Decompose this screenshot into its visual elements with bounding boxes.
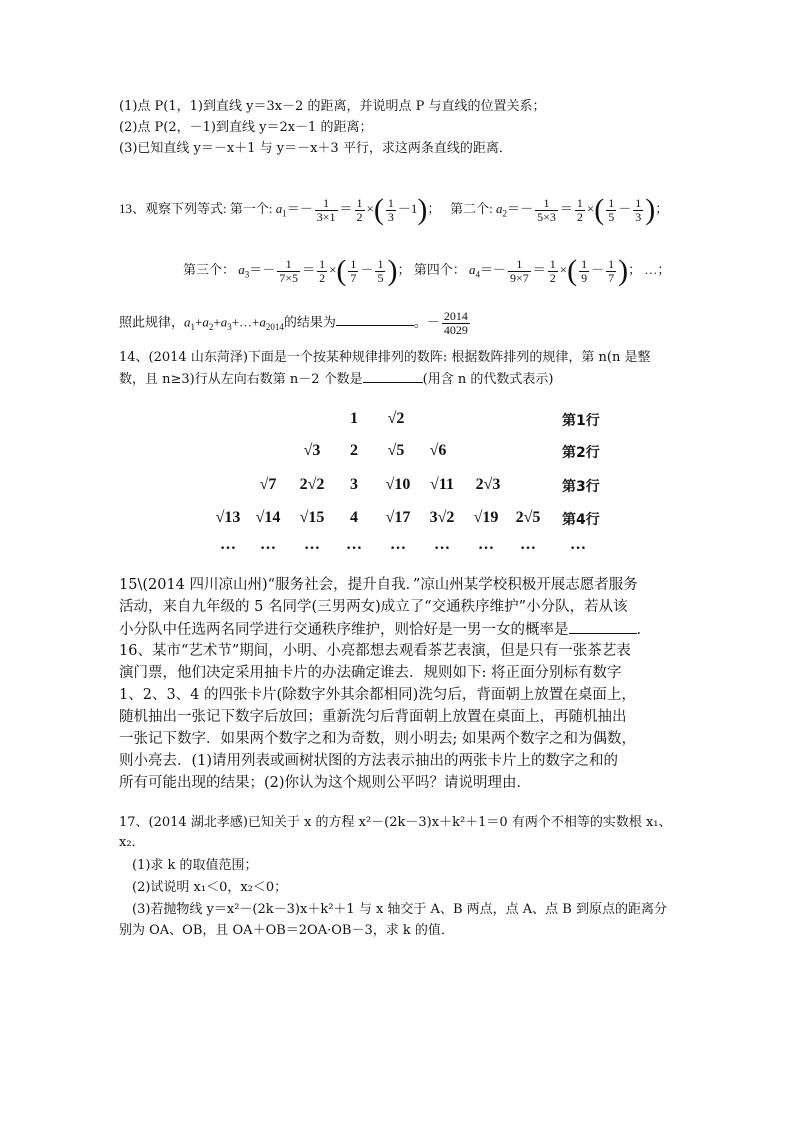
answer-blank bbox=[363, 370, 423, 383]
q16-line6: 则小亮去．(1)请用列表或画树状图的方法表示抽出的两张卡片上的数字之和的 bbox=[119, 753, 619, 769]
triangle-dots: … bbox=[434, 536, 450, 553]
q14-line1: 14、(2014 山东菏泽)下面是一个按某种规律排列的数阵: 根据数阵排列的规律，第 n(n 是整 bbox=[119, 350, 651, 365]
triangle-cell: 1 bbox=[350, 410, 358, 427]
triangle-cell: √7 bbox=[259, 476, 277, 493]
row-label: 第1行 bbox=[562, 413, 600, 429]
triangle-cell: √3 bbox=[303, 442, 321, 459]
triangle-dots: … bbox=[304, 536, 320, 553]
row-label: 第4行 bbox=[562, 512, 600, 528]
triangle-dots: … bbox=[570, 536, 586, 553]
row-label: 第3行 bbox=[562, 479, 600, 495]
q13-ellipsis: …； bbox=[644, 261, 671, 277]
triangle-dots: … bbox=[390, 536, 406, 553]
triangle-cell: 2√2 bbox=[299, 476, 325, 493]
triangle-cell: √2 bbox=[387, 410, 405, 427]
triangle-cell: √10 bbox=[385, 476, 411, 493]
triangle-cell: √14 bbox=[255, 509, 281, 526]
q17-line5: (3)若抛物线 y＝x²－(2k－3)x＋k²＋1 与 x 轴交于 A、B 两点，点 A、点 B 到原点的距离分 bbox=[132, 902, 667, 917]
q15-line1: 15\(2014 四川凉山州)“服务社会，提升自我．”凉山州某学校积极开展志愿者服务 bbox=[119, 577, 638, 593]
q16-line4: 随机抽出一张记下数字后放回；重新洗匀后背面朝上放置在桌面上，再随机抽出 bbox=[119, 709, 627, 725]
triangle-cell: √13 bbox=[215, 509, 241, 526]
q17-line6: 别为 OA、OB，且 OA＋OB＝2OA·OB－3，求 k 的值． bbox=[119, 923, 454, 938]
answer-denominator: 4029 bbox=[443, 323, 468, 337]
q16-line2: 演门票，他们决定采用抽卡片的办法确定谁去．规则如下: 将正面分别标有数字 bbox=[119, 665, 622, 681]
q12-line3: (3)已知直线 y＝－x＋1 与 y＝－x＋3 平行，求这两条直线的距离． bbox=[119, 141, 512, 156]
triangle-cell: √11 bbox=[430, 476, 454, 493]
q13-conclusion: 照此规律，$a_1+a_2+a_3+\dots+a_{2014}$的结果为 。－ $\frac{2014}{4029}$ bbox=[119, 309, 468, 337]
triangle-dots: … bbox=[346, 536, 362, 553]
triangle-dots: … bbox=[220, 536, 236, 553]
q12-line1: (1)点 P(1，1)到直线 y＝3x－2 的距离，并说明点 P 与直线的位置关系； bbox=[119, 99, 546, 114]
q17-line3: (1)求 k 的取值范围； bbox=[132, 858, 258, 873]
q17-line4: (2)试说明 x₁＜0，x₂＜0； bbox=[132, 880, 288, 895]
triangle-dots: … bbox=[260, 536, 276, 553]
q12-line2: (2)点 P(2，－1)到直线 y＝2x－1 的距离； bbox=[119, 120, 373, 135]
row-label: 第2行 bbox=[562, 445, 600, 461]
q16-line1: 16、某市“艺术节”期间，小明、小亮都想去观看茶艺表演，但是只有一张茶艺表 bbox=[119, 643, 631, 659]
triangle-cell: √17 bbox=[385, 509, 411, 526]
triangle-cell: √6 bbox=[429, 442, 447, 459]
triangle-cell: 2√5 bbox=[515, 509, 541, 526]
q15-line2: 活动，来自九年级的 5 名同学(三男两女)成立了“交通秩序维护”小分队，若从该 bbox=[119, 599, 628, 615]
triangle-dots: … bbox=[478, 536, 494, 553]
q17-line1: 17、(2014 湖北孝感)已知关于 x 的方程 x²－(2k－3)x＋k²＋1＝0 有两个不相等的实数根 x₁、 bbox=[119, 815, 672, 830]
q16-line7: 所有可能出现的结果；(2)你认为这个规则公平吗？请说明理由． bbox=[119, 775, 532, 791]
answer-blank bbox=[569, 619, 637, 634]
q17-line2: x₂． bbox=[119, 835, 145, 850]
triangle-cell: 4 bbox=[350, 509, 358, 526]
q13-second-label: 第二个: bbox=[450, 200, 493, 216]
triangle-cell: √5 bbox=[387, 442, 405, 459]
triangle-dots: … bbox=[520, 536, 536, 553]
q13-third-label: 第三个： bbox=[183, 261, 236, 277]
triangle-cell: 3√2 bbox=[429, 509, 455, 526]
answer-blank bbox=[336, 313, 414, 326]
answer-numerator: 2014 bbox=[443, 309, 468, 323]
q13-fourth-label: 第四个： bbox=[413, 261, 466, 277]
triangle-cell: 3 bbox=[350, 476, 358, 493]
q16-line3: 1、2、3、4 的四张卡片(除数字外其余都相同)洗匀后，背面朝上放置在桌面上， bbox=[119, 687, 636, 703]
q14-line2: 数，且 n≥3)行从左向右数第 n－2 个数是 (用含 n 的代数式表示) bbox=[119, 372, 554, 387]
q13-line1: 13、观察下列等式: 第一个: $a_1=-$ $\frac{1}{3\times 1}$ ＝ $\frac{1}{2}$ ×( $\frac{1}{3}$ －1)； 第二个: $a_2=-$ $\frac{1}{5\times 3}$ ＝ $\frac{1}{2}$ ×( $\frac{1}{5}$ － $\frac{1}{3}$ )； bbox=[119, 193, 669, 226]
triangle-cell: √19 bbox=[473, 509, 499, 526]
triangle-cell: 2√3 bbox=[475, 476, 501, 493]
q13-line2: 第三个： $a_3=-$ $\frac{1}{7\times 5}$ ＝ $\frac{1}{2}$ ×( $\frac{1}{7}$ － $\frac{1}{5}$ )； 第四个： $a_4=-$ $\frac{1}{9\times 7}$ ＝ $\frac{1}{2}$ ×( $\frac{1}{9}$ － $\frac{1}{7}$ )； …； bbox=[183, 254, 671, 287]
triangle-cell: 2 bbox=[350, 442, 358, 459]
q15-line3: 小分队中任选两名同学进行交通秩序维护，则恰好是一男一女的概率是 ． bbox=[119, 619, 651, 641]
q13-intro: 13、观察下列等式: 第一个: bbox=[119, 200, 273, 216]
q16-line5: 一张记下数字．如果两个数字之和为奇数，则小明去; 如果两个数字之和为偶数， bbox=[119, 731, 636, 747]
triangle-cell: √15 bbox=[299, 509, 325, 526]
